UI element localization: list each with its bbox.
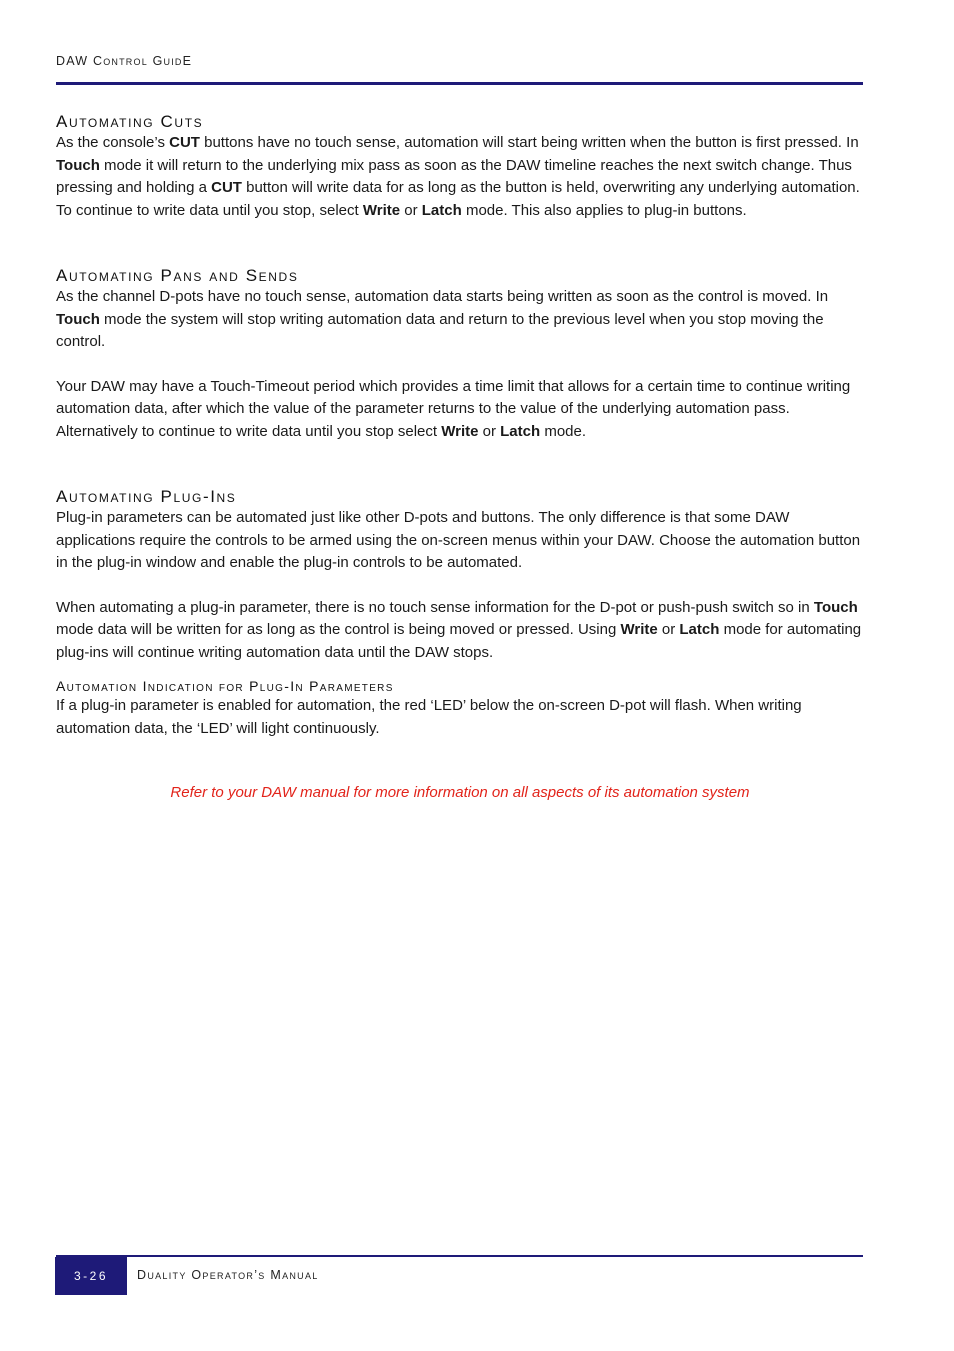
text-run: or [478, 422, 501, 440]
footer-rule [56, 1255, 863, 1257]
bold-term: Write [441, 422, 479, 440]
bold-term: Write [362, 201, 401, 219]
text-run: buttons have no touch sense, automation will start being written when the button is first pressed. In [199, 134, 859, 151]
paragraph [56, 695, 866, 740]
text-run: or [400, 201, 422, 219]
text-run: mode for automating plug-ins will continue writing automation data until the DAW stops. [56, 621, 862, 661]
bold-term: Touch [56, 310, 100, 328]
text-run: mode data will be written for as long as the control is being moved or pressed. Using [56, 621, 621, 638]
text-run: Your DAW may have a Touch-Timeout period which provides a time limit that allows for a certain time to continue writing automation data, after which the value of the parameter returns to the value of the underlying automation pass. Alternatively to continue to write data until you stop select [56, 377, 851, 440]
text-run: As the console’s [56, 134, 170, 151]
page-number-badge: 3-26 [55, 1257, 127, 1295]
bold-term: CUT [169, 134, 200, 151]
running-header: DAW Control GuidE [56, 54, 193, 68]
text-run: mode the system will stop writing automation data and return to the previous level when you stop moving the control. [56, 310, 824, 350]
text-run: When automating a plug-in parameter, there is no touch sense information for the D-pot or push-push switch so in [56, 598, 814, 616]
section-title-cuts: Automating Cuts [56, 112, 204, 131]
bold-term: Write [620, 621, 658, 638]
text-run: If a plug-in parameter is enabled for automation, the red ‘LED’ below the on-screen D-pot will flash. When writing automation data, the ‘LED’ will light continuously. [56, 697, 802, 737]
section-title-plug-ins: Automating Plug-Ins [56, 487, 237, 506]
text-run: or [657, 621, 680, 638]
automation-reference-note: Refer to your DAW manual for more information on all aspects of its automation system [170, 784, 750, 801]
footer-manual-title: Duality Operator’s Manual [137, 1268, 319, 1282]
text-run: mode it will return to the underlying mix pass as soon as the DAW timeline reaches the next switch change. Thus pressing and holding a [56, 156, 852, 196]
bold-term: Latch [421, 201, 462, 219]
bold-term: Touch [813, 598, 858, 616]
paragraph [56, 376, 866, 444]
paragraph [56, 132, 866, 222]
bold-term: Latch [500, 422, 541, 440]
bold-term: Latch [679, 621, 720, 638]
text-run: mode. [540, 422, 587, 440]
page-content [56, 112, 866, 801]
bold-term: CUT [211, 179, 242, 196]
subsection-title-automation-indication: Automation Indication for Plug-In Parameters [56, 678, 394, 694]
paragraph [56, 286, 866, 354]
text-run: As the channel D-pots have no touch sense, automation data starts being written as soon as the control is moved. In [56, 288, 829, 305]
section-title-pans-sends: Automating Pans and Sends [56, 266, 299, 285]
bold-term: Touch [56, 156, 100, 174]
paragraph [56, 507, 866, 575]
text-run: mode. This also applies to plug-in buttons. [461, 201, 747, 219]
text-run: button will write data for as long as the button is held, overwriting any underlying automation. To continue to write data until you stop, select [56, 179, 860, 219]
paragraph [56, 597, 866, 665]
header-rule [56, 82, 863, 85]
text-run: Plug-in parameters can be automated just like other D-pots and buttons. The only difference is that some DAW applications require the controls to be armed using the on-screen menus within your DAW. Choose the automation button in the plug-in window and enable the plug-in controls to be automated. [56, 509, 861, 571]
